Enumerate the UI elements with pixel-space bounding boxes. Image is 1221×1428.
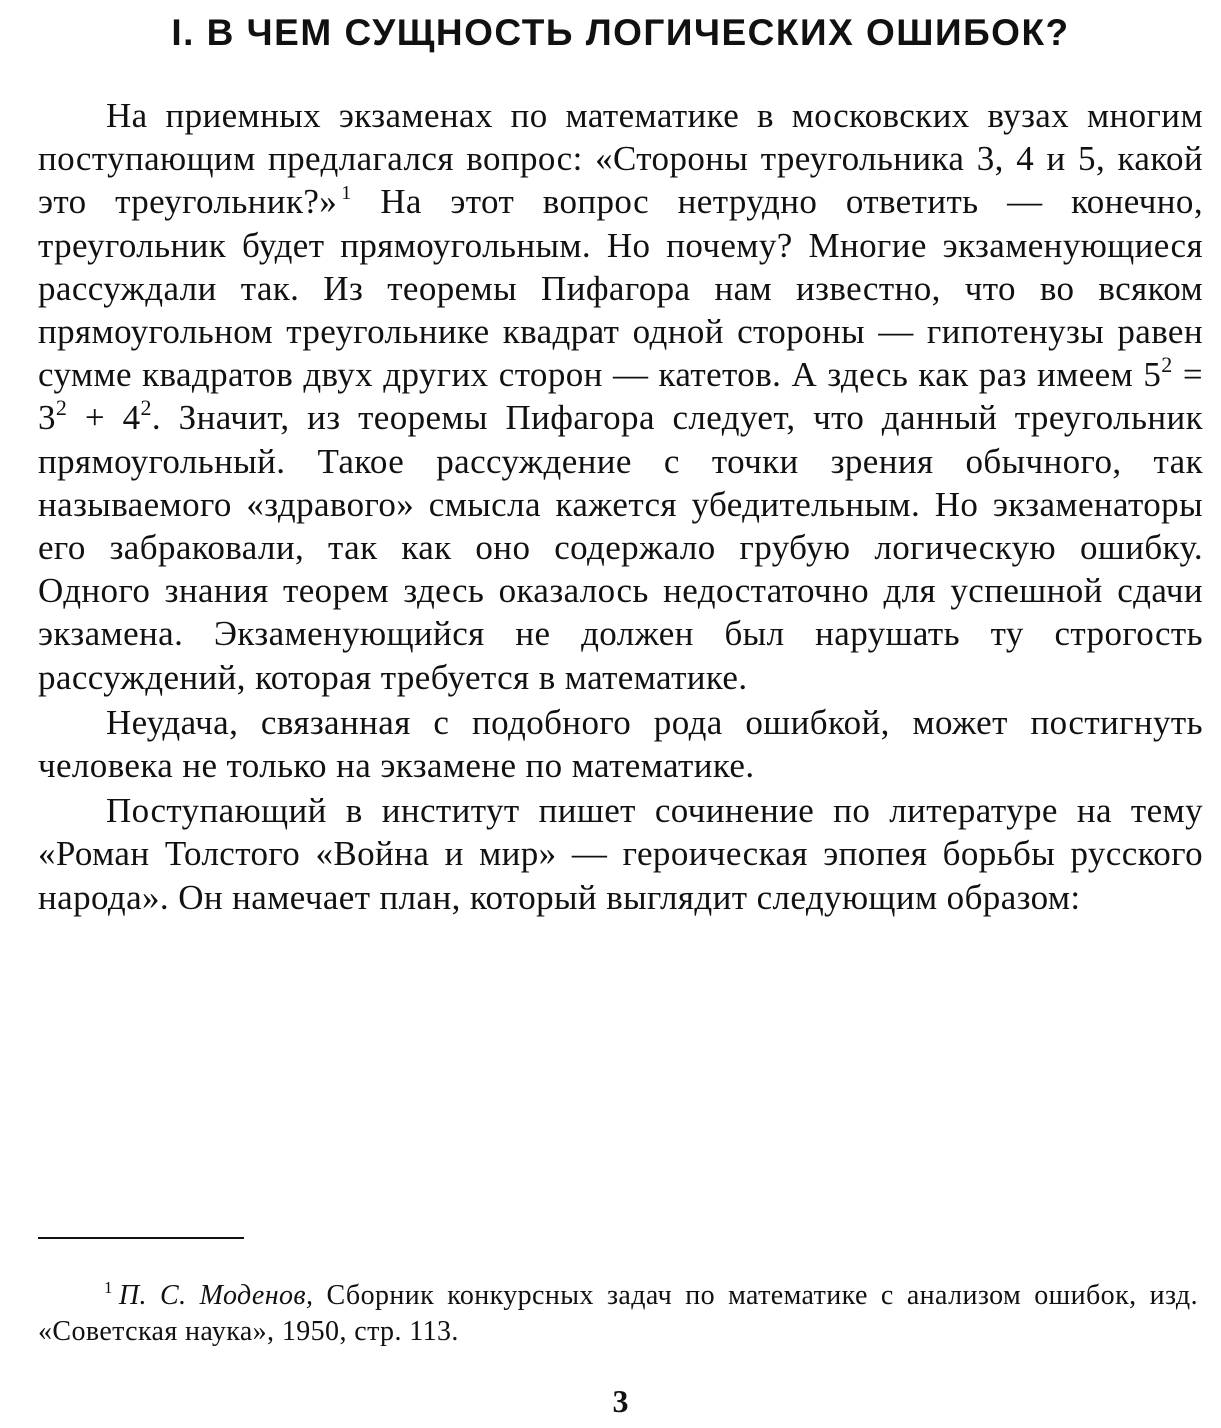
paragraph-2: Неудача, связанная с подобного рода ошибкой, может постигнуть человека не только на экзамене по математике. [38,702,1203,786]
equation-term-4: 4 [122,398,141,438]
footnote-reference[interactable]: 1 [341,182,352,205]
footnote-text: Сборник конкурсных задач по математике с анализом ошибок, изд. «Советская наука», 1950, стр. 113. [38,1280,1198,1347]
equation-equals-sign: = [1182,355,1203,395]
equation-term-3: 3 [38,398,56,438]
footnote [38,1278,1198,1350]
paragraph-1-part-3: . Значит, из теоремы Пифагора следует, что данный треугольник прямоугольный. Такое рассуждение с точки зрения обычного, так называемого «здравого» смысла кажется убедительным. Но экзаменаторы его забраковали, так как оно содержало грубую логическую ошибку. Одного знания теорем здесь оказалось недостаточно для успешной сдачи экзамена. Экзаменующийся не должен был нарушать ту строгость рассуждений, которая требуется в математике. [38,398,1204,697]
footnote-separator [38,1237,244,1239]
equation-exponent: 2 [1161,352,1173,378]
paragraph-1 [38,94,1203,699]
footnote-mark: 1 [104,1278,113,1297]
chapter-heading: I. В ЧЕМ СУЩНОСТЬ ЛОГИЧЕСКИХ ОШИБОК? [171,12,1070,53]
body-text [38,94,1203,919]
paragraph-1-part-1: На приемных экзаменах по математике в московских вузах многим поступающим предлагался вопрос: «Стороны треугольника 3, 4 и 5, какой это треугольник?» [38,96,1203,222]
page-number: 3 [612,1383,629,1419]
paragraph-3: Поступающий в институт пишет сочинение по литературе на тему «Роман Толстого «Война и мир» — героическая эпопея борьбы русского народа». Он намечает план, который выглядит следующим образом: [38,791,1203,917]
footnote-author: П. С. Моденов, [118,1280,314,1311]
paragraph-1-part-2: На этот вопрос нетрудно ответить — конечно, треугольник будет прямоугольным. Но почему? Многие экзаменующиеся рассуждали так. Из теоремы Пифагора нам известно, что во всяком прямоугольном треугольнике квадрат одной стороны — гипотенузы равен сумме квадратов двух других сторон — катетов. А здесь как раз имеем [38,182,1203,395]
equation-exponent: 2 [55,395,68,421]
equation-exponent: 2 [140,395,152,421]
equation-term-5: 5 [1143,355,1162,395]
equation-plus-sign: + [84,398,106,438]
book-page [38,0,1204,1419]
